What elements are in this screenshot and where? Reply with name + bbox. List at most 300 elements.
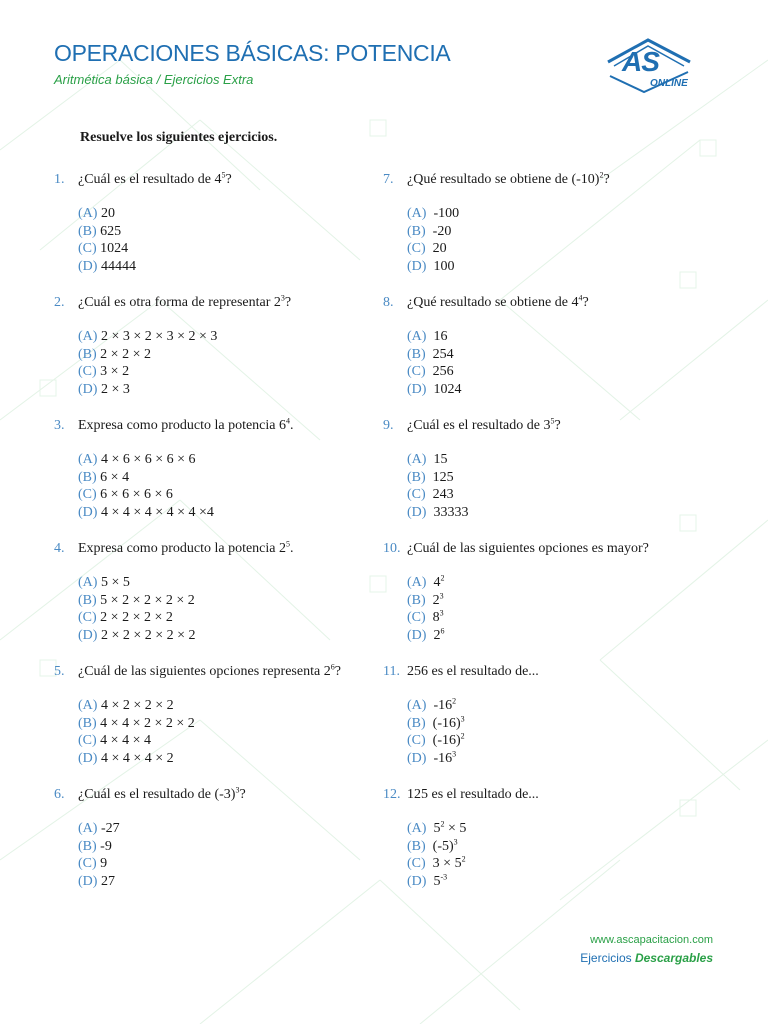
option-value bbox=[97, 364, 129, 379]
answer-option bbox=[407, 750, 713, 768]
text-part: -16 bbox=[426, 750, 453, 766]
exponent: 3 bbox=[452, 749, 457, 759]
option-value bbox=[97, 470, 129, 485]
text-part: 125 es el resultado de... bbox=[407, 787, 539, 802]
answer-options bbox=[383, 451, 713, 521]
footer-tagline bbox=[580, 951, 713, 965]
text-part: (-16) bbox=[425, 715, 461, 731]
option-value bbox=[97, 329, 217, 344]
option-letter: (C) bbox=[78, 733, 97, 749]
question-text bbox=[407, 418, 561, 434]
option-letter: (B) bbox=[407, 592, 426, 608]
option-value bbox=[425, 713, 465, 731]
text-part: 8 bbox=[425, 610, 440, 626]
text-part: 625 bbox=[96, 223, 122, 239]
answer-option bbox=[78, 504, 384, 522]
question-item bbox=[54, 541, 384, 664]
answer-option bbox=[78, 627, 384, 645]
question-item bbox=[383, 787, 713, 910]
option-letter: (C) bbox=[78, 241, 97, 257]
text-part: ¿Cuál es el resultado de (-3) bbox=[78, 787, 236, 802]
option-value bbox=[97, 487, 173, 502]
question-text bbox=[78, 172, 232, 188]
answer-option bbox=[78, 574, 384, 592]
answer-options bbox=[54, 697, 384, 767]
option-value bbox=[97, 856, 108, 871]
answer-option bbox=[78, 258, 384, 276]
option-value bbox=[97, 716, 195, 731]
option-letter: (C) bbox=[78, 610, 97, 626]
answer-options bbox=[383, 205, 713, 275]
question-number: 5. bbox=[54, 664, 65, 679]
question-number: 12. bbox=[383, 787, 401, 802]
text-part: 1024 bbox=[96, 241, 129, 257]
question-number: 11. bbox=[383, 664, 400, 679]
text-part: (-16) bbox=[425, 733, 461, 749]
option-letter: (C) bbox=[78, 856, 97, 872]
text-part: 6 × 6 × 6 × 6 bbox=[96, 487, 173, 503]
option-value bbox=[426, 628, 444, 643]
text-part: 20 bbox=[97, 206, 115, 221]
answer-option bbox=[78, 451, 384, 469]
question-text bbox=[407, 787, 539, 803]
text-part: 4 × 4 × 4 × 2 bbox=[97, 750, 174, 766]
text-part: ? bbox=[284, 295, 292, 310]
question-number: 8. bbox=[383, 295, 394, 310]
text-part: 44444 bbox=[97, 258, 136, 274]
option-value bbox=[425, 590, 444, 608]
option-letter: (B) bbox=[407, 223, 426, 239]
answer-option bbox=[78, 838, 384, 856]
question-number: 3. bbox=[54, 418, 65, 433]
answer-option bbox=[78, 486, 384, 504]
option-value bbox=[426, 241, 447, 256]
option-letter: (D) bbox=[407, 627, 427, 643]
question-item bbox=[383, 172, 713, 295]
option-value bbox=[97, 575, 129, 590]
option-letter: (C) bbox=[407, 856, 426, 872]
option-value bbox=[97, 751, 173, 766]
answer-option bbox=[78, 363, 384, 381]
option-value bbox=[97, 628, 195, 643]
option-value bbox=[97, 698, 173, 713]
page-subtitle: Aritmética básica / Ejercicios Extra bbox=[54, 72, 254, 87]
option-value bbox=[97, 733, 151, 748]
exponent: 3 bbox=[235, 785, 240, 795]
question-number: 1. bbox=[54, 172, 65, 187]
option-value bbox=[97, 821, 119, 836]
text-part: . bbox=[289, 418, 294, 433]
option-letter: (A) bbox=[407, 452, 427, 467]
option-letter: (B) bbox=[407, 715, 426, 731]
text-part: -20 bbox=[425, 223, 452, 239]
text-part: 27 bbox=[97, 873, 115, 889]
answer-options bbox=[54, 574, 384, 644]
option-value bbox=[426, 856, 466, 871]
answer-option bbox=[407, 451, 713, 469]
answer-options bbox=[383, 574, 713, 644]
answer-option bbox=[407, 328, 713, 346]
question-line bbox=[54, 172, 384, 192]
text-part: 2 × 2 × 2 × 2 × 2 bbox=[97, 627, 196, 643]
answer-option bbox=[407, 838, 713, 856]
option-letter: (C) bbox=[407, 241, 426, 257]
option-value bbox=[426, 874, 447, 889]
text-part: 256 bbox=[425, 364, 454, 380]
answer-options bbox=[54, 820, 384, 890]
exponent: 2 bbox=[452, 696, 457, 706]
option-letter: (C) bbox=[78, 364, 97, 380]
answer-option bbox=[407, 873, 713, 891]
answer-options bbox=[383, 820, 713, 890]
footer-tagline-bold: Descargables bbox=[634, 951, 713, 965]
answer-option bbox=[407, 504, 713, 522]
text-part: 243 bbox=[425, 487, 454, 503]
answer-option bbox=[78, 750, 384, 768]
question-item bbox=[383, 295, 713, 418]
question-number: 6. bbox=[54, 787, 65, 802]
option-letter: (C) bbox=[407, 733, 426, 749]
text-part: 4 × 4 × 4 bbox=[96, 733, 151, 749]
question-text bbox=[78, 664, 341, 680]
option-value bbox=[97, 206, 115, 221]
text-part: ¿Cuál de las siguientes opciones es mayor? bbox=[407, 541, 649, 556]
option-value bbox=[97, 382, 129, 397]
question-item bbox=[383, 418, 713, 541]
exponent: -3 bbox=[440, 872, 448, 882]
answer-option bbox=[407, 697, 713, 715]
option-value bbox=[426, 821, 466, 836]
text-part: 9 bbox=[96, 856, 108, 872]
question-line bbox=[383, 664, 713, 684]
text-part: -27 bbox=[97, 821, 120, 836]
question-item bbox=[383, 541, 713, 664]
text-part: 5 bbox=[426, 873, 441, 889]
question-text bbox=[78, 787, 246, 803]
text-part: ? bbox=[334, 664, 341, 679]
answer-option bbox=[78, 873, 384, 891]
option-value bbox=[426, 206, 459, 221]
answer-option bbox=[78, 820, 384, 838]
question-line bbox=[383, 787, 713, 807]
question-text bbox=[78, 541, 293, 557]
option-letter: (B) bbox=[78, 223, 97, 239]
option-letter: (C) bbox=[407, 364, 426, 380]
questions-column-right bbox=[383, 172, 713, 910]
answer-option bbox=[78, 609, 384, 627]
option-value bbox=[426, 487, 454, 502]
question-text bbox=[407, 664, 539, 680]
text-part: 2 × 3 × 2 × 3 × 2 × 3 bbox=[97, 329, 218, 344]
question-line bbox=[383, 541, 713, 561]
option-letter: (D) bbox=[407, 504, 427, 520]
answer-option bbox=[407, 715, 713, 733]
answer-option bbox=[407, 627, 713, 645]
text-part: 3 × 5 bbox=[425, 856, 462, 872]
question-item bbox=[54, 172, 384, 295]
option-value bbox=[426, 575, 444, 590]
option-letter: (A) bbox=[78, 698, 98, 713]
text-part: 5 × 2 × 2 × 2 × 2 bbox=[96, 592, 195, 608]
exponent: 2 bbox=[599, 170, 604, 180]
exponent: 3 bbox=[439, 608, 444, 618]
option-letter: (A) bbox=[78, 575, 98, 590]
answer-option bbox=[78, 469, 384, 487]
option-letter: (B) bbox=[407, 346, 426, 362]
exponent: 3 bbox=[460, 713, 465, 723]
answer-option bbox=[78, 855, 384, 873]
text-part: 2 × 3 bbox=[97, 381, 130, 397]
option-value bbox=[426, 347, 454, 362]
option-value bbox=[426, 452, 447, 467]
option-value bbox=[425, 836, 458, 854]
exponent: 4 bbox=[578, 293, 583, 303]
text-part: 15 bbox=[426, 452, 448, 467]
option-letter: (C) bbox=[78, 487, 97, 503]
question-item bbox=[54, 787, 384, 910]
footer-url[interactable]: www.ascapacitacion.com bbox=[590, 934, 713, 946]
text-part: ? bbox=[582, 295, 589, 310]
option-letter: (A) bbox=[407, 206, 427, 221]
answer-option bbox=[407, 469, 713, 487]
exponent: 6 bbox=[330, 662, 335, 672]
question-item bbox=[383, 664, 713, 787]
text-part: 16 bbox=[426, 329, 448, 344]
answer-option bbox=[407, 346, 713, 364]
answer-option bbox=[407, 732, 713, 750]
question-number: 2. bbox=[54, 295, 65, 310]
question-text bbox=[78, 418, 293, 434]
answer-options bbox=[383, 328, 713, 398]
text-part: 256 es el resultado de... bbox=[407, 664, 539, 679]
option-letter: (B) bbox=[78, 346, 97, 362]
option-value bbox=[97, 241, 129, 256]
text-part: ¿Cuál es el resultado de 3 bbox=[407, 418, 551, 433]
option-value bbox=[426, 610, 444, 625]
option-letter: (D) bbox=[78, 873, 98, 889]
answer-option bbox=[407, 258, 713, 276]
option-value bbox=[426, 733, 465, 748]
text-part: 2 × 2 × 2 bbox=[96, 346, 151, 362]
answer-option bbox=[78, 592, 384, 610]
answer-options bbox=[54, 328, 384, 398]
option-value bbox=[97, 259, 136, 274]
answer-option bbox=[78, 697, 384, 715]
question-number: 7. bbox=[383, 172, 394, 187]
option-letter: (D) bbox=[78, 381, 98, 397]
question-item bbox=[54, 295, 384, 418]
questions-column-left bbox=[54, 172, 384, 910]
option-letter: (D) bbox=[407, 750, 427, 766]
text-part: 2 bbox=[426, 627, 441, 643]
text-part: 1024 bbox=[426, 381, 462, 397]
question-line bbox=[383, 418, 713, 438]
option-letter: (D) bbox=[78, 258, 98, 274]
option-letter: (A) bbox=[78, 821, 98, 836]
option-letter: (B) bbox=[78, 469, 97, 485]
text-part: 33333 bbox=[426, 504, 469, 520]
text-part: ¿Qué resultado se obtiene de 4 bbox=[407, 295, 579, 310]
question-line bbox=[383, 172, 713, 192]
exponent: 5 bbox=[285, 539, 290, 549]
exponent: 2 bbox=[460, 731, 465, 741]
exponent: 2 bbox=[440, 573, 445, 583]
option-letter: (D) bbox=[407, 258, 427, 274]
answer-option bbox=[78, 328, 384, 346]
option-letter: (B) bbox=[78, 715, 97, 731]
option-value bbox=[97, 874, 115, 889]
text-part: ¿Qué resultado se obtiene de (-10) bbox=[407, 172, 600, 187]
exponent: 3 bbox=[453, 836, 458, 846]
text-part: 2 bbox=[425, 592, 440, 608]
answer-option bbox=[407, 381, 713, 399]
question-item bbox=[54, 418, 384, 541]
answer-option bbox=[78, 205, 384, 223]
option-value bbox=[426, 224, 452, 239]
answer-option bbox=[407, 855, 713, 873]
exponent: 6 bbox=[440, 626, 445, 636]
option-value bbox=[97, 839, 112, 854]
text-part: 3 × 2 bbox=[96, 364, 130, 380]
answer-option bbox=[407, 486, 713, 504]
text-part: 20 bbox=[425, 241, 447, 257]
answer-option bbox=[407, 609, 713, 627]
logo-tagline: ONLINE bbox=[650, 78, 688, 89]
text-part: 6 × 4 bbox=[96, 469, 130, 485]
text-part: 4 × 6 × 6 × 6 × 6 bbox=[97, 452, 196, 467]
answer-option bbox=[407, 592, 713, 610]
exponent: 4 bbox=[285, 416, 290, 426]
option-value bbox=[97, 610, 173, 625]
answer-options bbox=[54, 205, 384, 275]
answer-option bbox=[78, 715, 384, 733]
option-letter: (A) bbox=[78, 206, 98, 221]
option-value bbox=[97, 347, 151, 362]
text-part: -16 bbox=[426, 698, 453, 713]
brand-logo bbox=[604, 36, 700, 98]
question-number: 10. bbox=[383, 541, 401, 556]
answer-option bbox=[78, 381, 384, 399]
option-letter: (C) bbox=[407, 610, 426, 626]
exponent: 3 bbox=[439, 590, 444, 600]
question-number: 9. bbox=[383, 418, 394, 433]
question-line bbox=[54, 541, 384, 561]
footer-tagline-prefix: Ejercicios bbox=[580, 951, 635, 965]
option-letter: (C) bbox=[407, 487, 426, 503]
option-letter: (D) bbox=[78, 504, 98, 520]
text-part: 4 × 2 × 2 × 2 bbox=[97, 698, 174, 713]
answer-option bbox=[78, 732, 384, 750]
option-value bbox=[426, 382, 461, 397]
text-part: 125 bbox=[425, 469, 454, 485]
text-part: Expresa como producto la potencia 6 bbox=[78, 418, 286, 433]
option-letter: (B) bbox=[407, 469, 426, 485]
question-line bbox=[383, 295, 713, 315]
answer-option bbox=[78, 223, 384, 241]
text-part: ? bbox=[225, 172, 232, 187]
text-part: 5 bbox=[426, 821, 441, 836]
answer-option bbox=[78, 240, 384, 258]
answer-options bbox=[54, 451, 384, 521]
text-part: . bbox=[289, 541, 294, 556]
option-value bbox=[426, 364, 454, 379]
exponent: 2 bbox=[440, 819, 445, 829]
option-value bbox=[426, 698, 456, 713]
question-line bbox=[54, 787, 384, 807]
page-title: OPERACIONES BÁSICAS: POTENCIA bbox=[54, 40, 451, 66]
question-number: 4. bbox=[54, 541, 65, 556]
question-text bbox=[407, 172, 610, 188]
option-letter: (B) bbox=[78, 592, 97, 608]
option-value bbox=[426, 470, 454, 485]
text-part: 4 × 4 × 4 × 4 × 4 ×4 bbox=[97, 504, 214, 520]
option-value bbox=[426, 329, 447, 344]
text-part: ? bbox=[554, 418, 561, 433]
question-line bbox=[54, 418, 384, 438]
question-line bbox=[54, 664, 384, 684]
option-letter: (D) bbox=[78, 750, 98, 766]
answer-option bbox=[407, 820, 713, 838]
option-letter: (A) bbox=[407, 821, 427, 836]
exponent: 2 bbox=[461, 854, 466, 864]
option-letter: (B) bbox=[78, 838, 97, 854]
text-part: 2 × 2 × 2 × 2 bbox=[96, 610, 173, 626]
text-part: 100 bbox=[426, 258, 455, 274]
option-letter: (B) bbox=[407, 838, 426, 854]
option-letter: (D) bbox=[407, 381, 427, 397]
text-part: Expresa como producto la potencia 2 bbox=[78, 541, 286, 556]
text-part: 4 × 4 × 2 × 2 × 2 bbox=[96, 715, 195, 731]
question-item bbox=[54, 664, 384, 787]
option-value bbox=[97, 224, 122, 239]
option-letter: (A) bbox=[78, 329, 98, 344]
text-part: ¿Cuál es otra forma de representar 2 bbox=[78, 295, 281, 310]
option-letter: (A) bbox=[407, 698, 427, 713]
exponent: 3 bbox=[280, 293, 285, 303]
logo-letters: AS bbox=[622, 46, 659, 77]
answer-option bbox=[78, 346, 384, 364]
option-letter: (A) bbox=[78, 452, 98, 467]
option-value bbox=[97, 452, 195, 467]
question-line bbox=[54, 295, 384, 315]
answer-options bbox=[383, 697, 713, 767]
option-letter: (A) bbox=[407, 329, 427, 344]
answer-option bbox=[407, 363, 713, 381]
option-letter: (D) bbox=[78, 627, 98, 643]
answer-option bbox=[407, 205, 713, 223]
answer-option bbox=[407, 223, 713, 241]
question-text bbox=[407, 541, 649, 557]
option-letter: (A) bbox=[407, 575, 427, 590]
text-part: 4 bbox=[426, 575, 441, 590]
exponent: 5 bbox=[221, 170, 226, 180]
text-part: -100 bbox=[426, 206, 460, 221]
text-part: × 5 bbox=[444, 821, 467, 836]
answer-option bbox=[407, 240, 713, 258]
instruction-text: Resuelve los siguientes ejercicios. bbox=[80, 130, 278, 145]
text-part: 5 × 5 bbox=[97, 575, 130, 590]
exponent: 5 bbox=[550, 416, 555, 426]
option-letter: (D) bbox=[407, 873, 427, 889]
text-part: 254 bbox=[425, 346, 454, 362]
question-text bbox=[78, 295, 291, 311]
text-part: (-5) bbox=[425, 838, 454, 854]
text-part: -9 bbox=[96, 838, 112, 854]
option-value bbox=[426, 751, 456, 766]
text-part: ? bbox=[239, 787, 246, 802]
text-part: ? bbox=[603, 172, 610, 187]
option-value bbox=[426, 259, 454, 274]
